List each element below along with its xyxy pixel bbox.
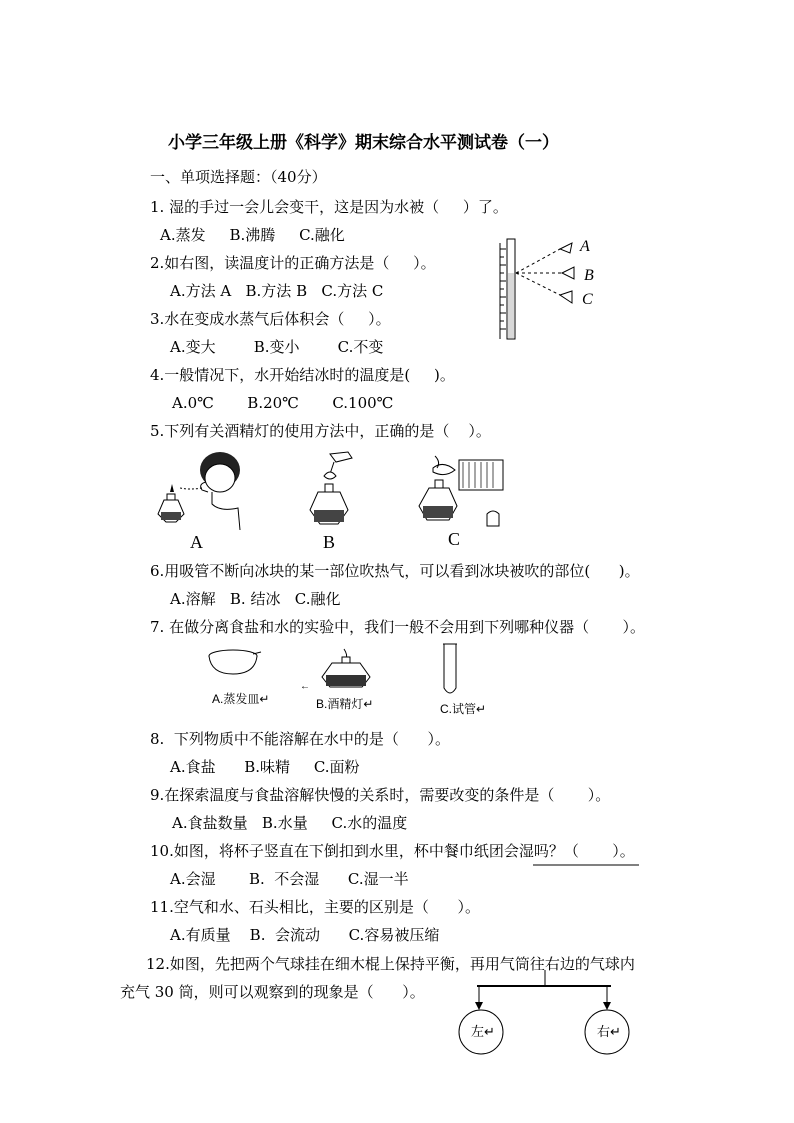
- evaporating-dish-icon: [205, 648, 265, 678]
- arrow-mark: ←: [300, 681, 310, 692]
- instrument-label-c: C.试管↵: [440, 702, 487, 716]
- question-9-options: A.食盐数量 B.水量 C.水的温度: [172, 814, 408, 832]
- lamp-label-b: B: [323, 532, 336, 552]
- question-12-line-1: 12.如图，先把两个气球挂在细木棍上保持平衡，再用气筒往右边的气球内: [146, 955, 635, 973]
- section-heading: 一、单项选择题：（40分）: [150, 168, 327, 186]
- thermo-label-c: C: [582, 291, 593, 308]
- lamp-label-a: A: [190, 532, 203, 552]
- question-3-options: A.变大 B.变小 C.不变: [170, 338, 384, 356]
- question-3: 3.水在变成水蒸气后体积会（ ）。: [150, 310, 391, 328]
- question-9: 9.在探索温度与食盐溶解快慢的关系时，需要改变的条件是（ ）。: [150, 786, 611, 804]
- underline-mark: [533, 864, 643, 868]
- lamp-figure-b: [300, 448, 360, 533]
- question-2-options: A.方法 A B.方法 B C.方法 C: [170, 282, 384, 300]
- balloon-label-left: 左↵: [471, 1025, 495, 1040]
- page-title: 小学三年级上册《科学》期末综合水平测试卷（一）: [168, 133, 559, 153]
- question-8: 8. 下列物质中不能溶解在水中的是（ ）。: [150, 730, 450, 748]
- thermometer-figure: [490, 235, 600, 345]
- lamp-figure-a: [150, 448, 250, 533]
- balloon-balance-figure: [455, 968, 635, 1063]
- question-6-options: A.溶解 B. 结冰 C.融化: [170, 590, 341, 608]
- alcohol-lamp-icon: [318, 645, 378, 690]
- instrument-label-a: A.蒸发皿↵: [212, 692, 270, 706]
- question-7: 7. 在做分离食盐和水的实验中，我们一般不会用到下列哪种仪器（ ）。: [150, 618, 645, 636]
- question-11-options: A.有质量 B. 会流动 C.容易被压缩: [170, 926, 440, 944]
- question-2: 2.如右图，读温度计的正确方法是（ ）。: [150, 254, 436, 272]
- balloon-label-right: 右↵: [597, 1025, 621, 1040]
- question-1-options: A.蒸发 B.沸腾 C.融化: [160, 226, 345, 244]
- lamp-label-c: C: [448, 529, 461, 549]
- thermo-label-a: A: [580, 238, 590, 255]
- question-5: 5.下列有关酒精灯的使用方法中，正确的是（ ）。: [150, 422, 491, 440]
- lamp-figure-c: [415, 448, 525, 533]
- question-10-options: A.会湿 B. 不会湿 C.湿一半: [170, 870, 409, 888]
- question-4-options: A.0℃ B.20℃ C.100℃: [172, 394, 394, 412]
- question-8-options: A.食盐 B.味精 C.面粉: [170, 758, 360, 776]
- thermo-label-b: B: [584, 267, 594, 284]
- question-12-line-2: 充气 30 筒，则可以观察到的现象是（ ）。: [120, 983, 425, 1001]
- question-4: 4.一般情况下，水开始结冰时的温度是( )。: [150, 366, 455, 384]
- question-11: 11.空气和水、石头相比，主要的区别是（ ）。: [150, 898, 480, 916]
- instrument-label-b: B.酒精灯↵: [316, 697, 374, 711]
- question-6: 6.用吸管不断向冰块的某一部位吹热气，可以看到冰块被吹的部位( )。: [150, 562, 640, 580]
- test-tube-icon: [440, 640, 460, 700]
- question-1: 1. 湿的手过一会儿会变干，这是因为水被（ ）了。: [150, 198, 508, 216]
- question-10: 10.如图，将杯子竖直在下倒扣到水里，杯中餐巾纸团会湿吗？（ ）。: [150, 842, 635, 860]
